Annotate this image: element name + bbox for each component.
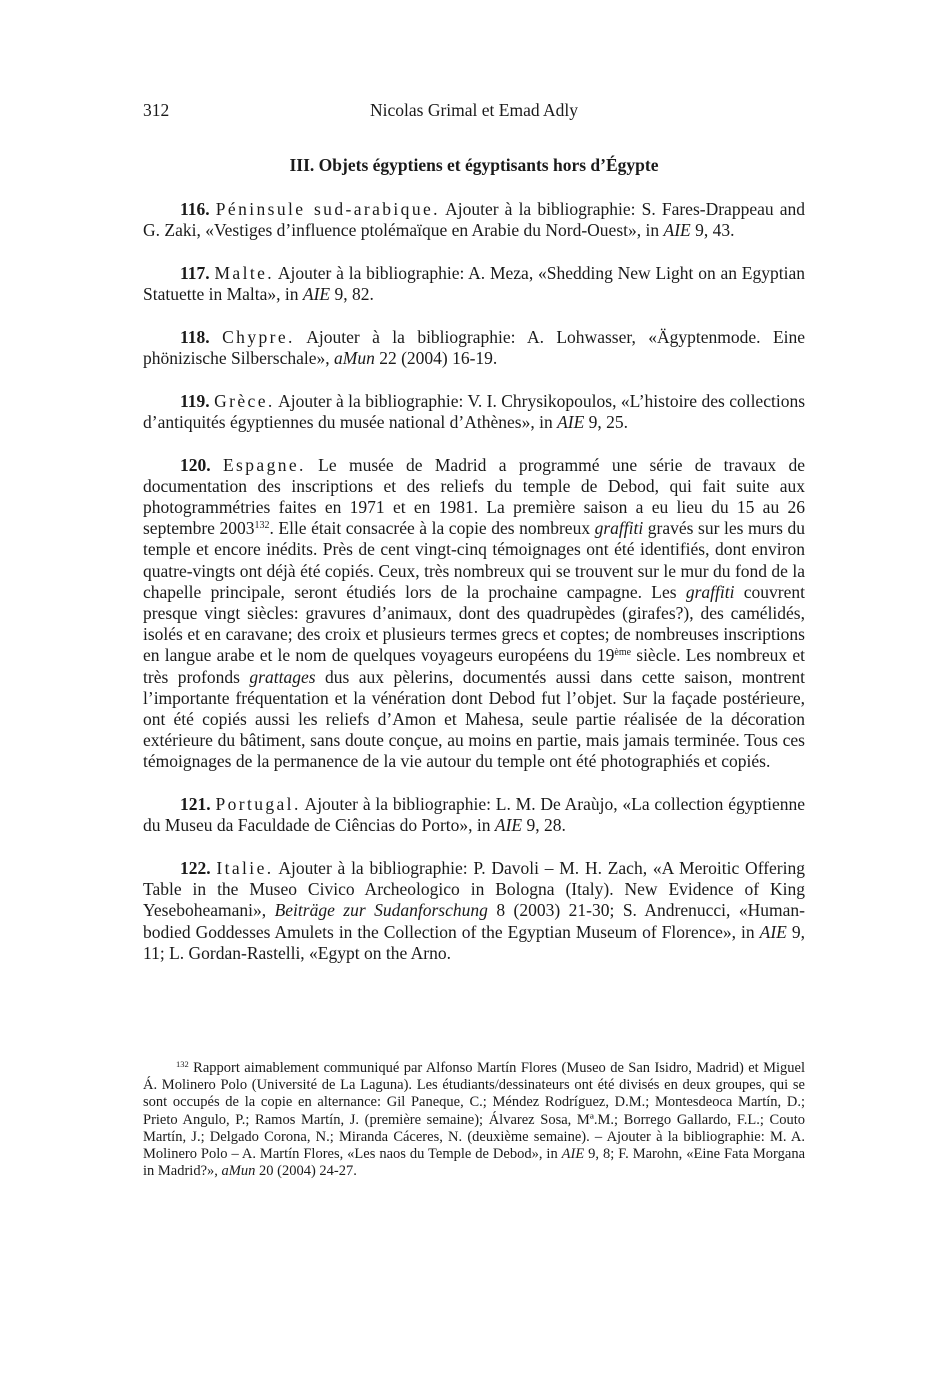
- entry-text: 9, 11; L. Gordan-Rastelli, «Egypt on the Arno.: [143, 921, 805, 963]
- footnote-number: 132: [176, 1059, 189, 1069]
- journal-abbreviation: AIE: [557, 411, 585, 432]
- journal-abbreviation: AIE: [663, 220, 691, 241]
- journal-abbreviation: AIE: [494, 815, 523, 836]
- italic-term: graffiti: [594, 518, 644, 539]
- journal-abbreviation: AIE: [302, 284, 331, 305]
- page-header: [143, 100, 805, 124]
- entry-text: Ajouter à la bibliographie: V. I. Chrysikopoulos, «L’histoire des collections d’antiquités égyptiennes du musée national d’Athènes», in: [143, 390, 806, 432]
- journal-abbreviation: AIE: [759, 921, 787, 942]
- entry-text: dus aux pèlerins, documentés aussi dans cette saison, montrent l’importante fréquentation et la vénération dont Debod fut l’objet. Sur la façade postérieure, ont été copiés aussi les reliefs d’Amon et Mahesa, seule partie réalisée de la décoration extérieure du bâtiment, sans doute conçue, au moins en partie, mais jamais terminée. Tous ces témoignages de la permanence de la vie autour du temple ont été photographiés et copiés.: [143, 666, 805, 772]
- entry-text: 22 (2004) 16-19.: [374, 348, 498, 369]
- entry-number: 121.: [180, 794, 211, 815]
- italic-title: Beiträge zur Sudanforschung: [274, 900, 488, 921]
- italic-term: grattages: [249, 666, 316, 687]
- italic-term: graffiti: [685, 581, 735, 602]
- section-title: III. Objets égyptiens et égyptisants hors d’Égypte: [289, 155, 659, 175]
- entry-number: 120.: [180, 454, 211, 475]
- journal-abbreviation: aMun: [221, 1163, 256, 1180]
- entry-text: 8 (2003) 21-30; S. Andrenucci, «Human-bodied Goddesses Amulets in the Collection of the Egyptian Museum of Florence», in: [143, 900, 805, 942]
- entry-text: 9, 43.: [690, 220, 735, 241]
- entry-119: [143, 391, 805, 433]
- entry-country: Espagne.: [222, 454, 306, 475]
- entry-country: Italie.: [216, 858, 274, 879]
- entry-number: 116.: [180, 199, 210, 219]
- entry-country: Péninsule sud-arabique.: [215, 199, 440, 219]
- entry-country: Grèce.: [214, 390, 275, 411]
- entry-text: Ajouter à la bibliographie: A. Meza, «Shedding New Light on an Egyptian Statuette in Malta», in: [143, 262, 805, 305]
- entry-text: siècle. Les nombreux et très profonds: [143, 645, 805, 687]
- entry-text: couvrent presque vingt siècles: gravures d’animaux, dont des quadrupèdes (girafes?), des camélidés, isolés et en caravane; des croix et plusieurs termes grecs et coptes; de nombreuses inscriptions en langue arabe et le nom de quelques voyageurs européens du 19: [143, 581, 806, 666]
- entry-120: [143, 455, 805, 773]
- footnote-text: Rapport aimablement communiqué par Alfonso Martín Flores (Museo de San Isidro, Madrid) et Miguel Á. Molinero Polo (Université de La Laguna). Les étudiants/dessinateurs ont été divisés en deux groupes, qui se sont occupés de la copie en alternance: Gil Paneque, C.; Méndez Rodríguez, D.M.; Montesdeoca Martín, D.; Prieto Angulo, P.; Ramos Martín, J. (première semaine); Álvarez Sosa, Mª.M.; Borrego Gallardo, F.L.; Couto Martín, J.; Delgado Corona, N.; Miranda Cáceres, N. (deuxième semaine). – Ajouter à la bibliographie: M. A. Molinero Polo – A. Martín Flores, «Les naos du Temple de Debod», in: [143, 1060, 805, 1163]
- entry-text: . Elle était consacrée à la copie des nombreux: [269, 518, 595, 539]
- entry-text: Ajouter à la bibliographie: L. M. De Araùjo, «La collection égyptienne du Museu da Faculdade de Ciências do Porto», in: [143, 794, 805, 836]
- ordinal-superscript: ème: [614, 647, 632, 659]
- footnote-text: 9, 8; F. Marohn, «Eine Fata Morgana in Madrid?»,: [143, 1146, 805, 1180]
- entry-text: Le musée de Madrid a programmé une série de travaux de documentation des inscriptions et des reliefs du temple de Debod, qui fait suite aux photogrammétries faites en 1971 et en 1981. La première saison a eu lieu du 15 au 26 septembre 2003: [143, 454, 805, 539]
- entry-text: 9, 28.: [522, 815, 566, 836]
- entry-118: [143, 327, 805, 369]
- running-head: Nicolas Grimal et Emad Adly: [369, 100, 578, 120]
- entry-text: gravés sur les murs du temple et encore inédits. Près de cent vingt-cinq témoignages ont été identifiés, dont environ quatre-vingts ont déjà été copiés. Ceux, très nombreux qui se trouvent sur le mur du fond de la chapelle principale, seront étudiés lors de la prochaine campagne. Les: [143, 518, 805, 602]
- entry-text: Ajouter à la bibliographie: A. Lohwasser, «Ägyptenmode. Eine phönizische Silberschale»,: [143, 326, 806, 369]
- entry-122: [143, 858, 805, 964]
- entry-country: Chypre.: [222, 326, 295, 347]
- entry-country: Portugal.: [215, 794, 301, 815]
- journal-abbreviation: AIE: [561, 1146, 585, 1163]
- entry-text: Ajouter à la bibliographie: P. Davoli – M. H. Zach, «A Meroitic Offering Table in the Museo Civico Archeologico in Bologna (Italy). New Evidence of King Yeseboheamani»,: [143, 858, 805, 921]
- entry-121: [143, 794, 805, 836]
- entry-number: 118.: [180, 326, 210, 347]
- entry-number: 122.: [180, 858, 211, 879]
- entry-text: 9, 82.: [330, 284, 374, 305]
- entry-116: [143, 199, 805, 241]
- entry-number: 119.: [180, 390, 210, 411]
- entry-text: 9, 25.: [584, 411, 629, 432]
- footnote-132: [143, 1060, 805, 1180]
- footnote-reference[interactable]: 132: [254, 520, 270, 532]
- entry-country: Malte.: [214, 262, 275, 283]
- entry-117: [143, 263, 805, 305]
- entry-number: 117.: [180, 262, 210, 283]
- entry-text: Ajouter à la bibliographie: S. Fares-Drappeau and G. Zaki, «Vestiges d’influence ptolémaïque en Arabie du Nord-Ouest», in: [143, 199, 805, 241]
- journal-abbreviation: aMun: [334, 348, 375, 369]
- footnote-text: 20 (2004) 24-27.: [255, 1163, 357, 1180]
- body-text: [143, 199, 805, 986]
- page-number: 312: [143, 100, 170, 120]
